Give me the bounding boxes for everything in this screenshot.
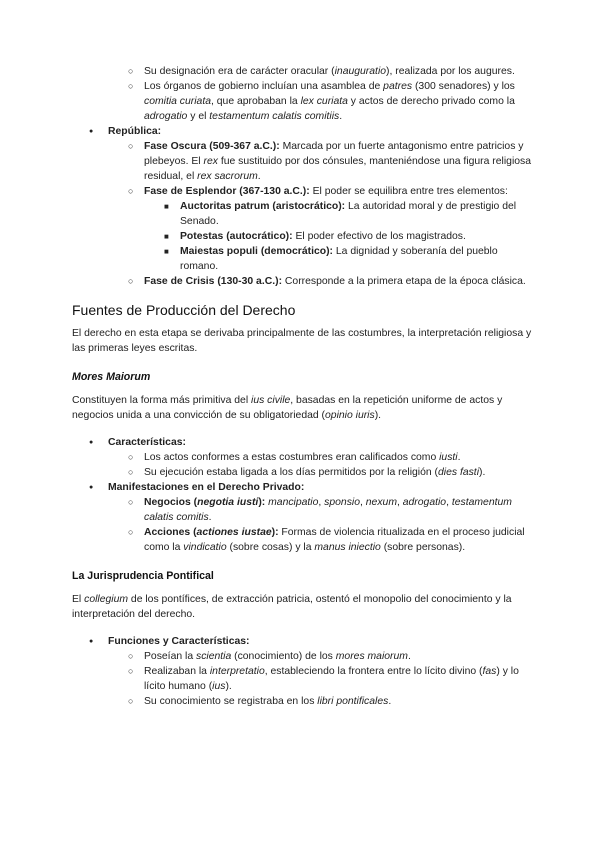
list-item: ● República: — [72, 124, 532, 139]
list-item: ■ Potestas (autocrático): El poder efectivo de los magistrados. — [72, 229, 532, 244]
mores-manif — [72, 495, 532, 555]
list-item: ● Características: — [72, 435, 532, 450]
republica-list — [72, 124, 532, 139]
list-item: ○ Su ejecución estaba ligada a los días permitidos por la religión (dies fasti). — [72, 465, 532, 480]
list-item: ○ Acciones (actiones iustae): Formas de violencia ritualizada en el proceso judicial como la vindicatio (sobre cosas) y la manus iniectio (sobre personas). — [72, 525, 532, 555]
list-item: ○ Fase Oscura (509-367 a.C.): Marcada por un fuerte antagonismo entre patricios y plebeyos. El rex fue sustituido por dos cónsules, manteniéndose una figura religiosa residual, el rex sacrorum. — [72, 139, 532, 184]
list-item: ■ Auctoritas patrum (aristocrático): La autoridad moral y de prestigio del Senado. — [72, 199, 532, 229]
subheading-mores: Mores Maiorum — [72, 371, 151, 383]
list-item: ○ Negocios (negotia iusti): mancipatio, sponsio, nexum, adrogatio, testamentum calatis comitis. — [72, 495, 532, 525]
republica-phases — [72, 139, 532, 199]
list-item: ● Funciones y Características: — [72, 634, 532, 649]
list-item: ○ Los órganos de gobierno incluían una asamblea de patres (300 senadores) y los comitia curiata, que aprobaban la lex curiata y actos de derecho privado como la adrogatio y el testamentum calatis comitiis. — [72, 79, 532, 124]
subheading-jurisprudencia: La Jurisprudencia Pontifical — [72, 570, 214, 582]
juris-items — [72, 649, 532, 709]
list-item: ○ Los actos conformes a estas costumbres eran calificados como iusti. — [72, 450, 532, 465]
document-page — [72, 64, 532, 709]
list-item: ○ Realizaban la interpretatio, estableciendo la frontera entre lo lícito divino (fas) y lo lícito humano (ius). — [72, 664, 532, 694]
paragraph: El collegium de los pontífices, de extracción patricia, ostentó el monopolio del conocimiento y la interpretación del derecho. — [72, 594, 512, 620]
republica-elements — [72, 199, 532, 274]
republica-phases-cont — [72, 274, 532, 289]
juris-list — [72, 634, 532, 649]
list-item: ■ Maiestas populi (democrático): La dignidad y soberanía del pueblo romano. — [72, 244, 532, 274]
list-item: ○ Poseían la scientia (conocimiento) de los mores maiorum. — [72, 649, 532, 664]
list-item: ○ Su conocimiento se registraba en los libri pontificales. — [72, 694, 532, 709]
mores-caract — [72, 450, 532, 480]
paragraph: El derecho en esta etapa se derivaba principalmente de las costumbres, la interpretación religiosa y las primeras leyes escritas. — [72, 328, 532, 354]
list-item: ○ Fase de Crisis (130-30 a.C.): Corresponde a la primera etapa de la época clásica. — [72, 274, 532, 289]
list-item: ○ Fase de Esplendor (367-130 a.C.): El poder se equilibra entre tres elementos: — [72, 184, 532, 199]
mores-manif-list — [72, 480, 532, 495]
mores-list — [72, 435, 532, 450]
list-item: ○ Su designación era de carácter oracular (inauguratio), realizada por los augures. — [72, 64, 532, 79]
top-sublist — [72, 64, 532, 124]
list-item: ● Manifestaciones en el Derecho Privado: — [72, 480, 532, 495]
paragraph: Constituyen la forma más primitiva del ius civile, basadas en la repetición uniforme de actos y negocios unida a una convicción de su obligatoriedad (opinio iuris). — [72, 395, 503, 421]
section-heading-fuentes: Fuentes de Producción del Derecho — [72, 302, 296, 318]
